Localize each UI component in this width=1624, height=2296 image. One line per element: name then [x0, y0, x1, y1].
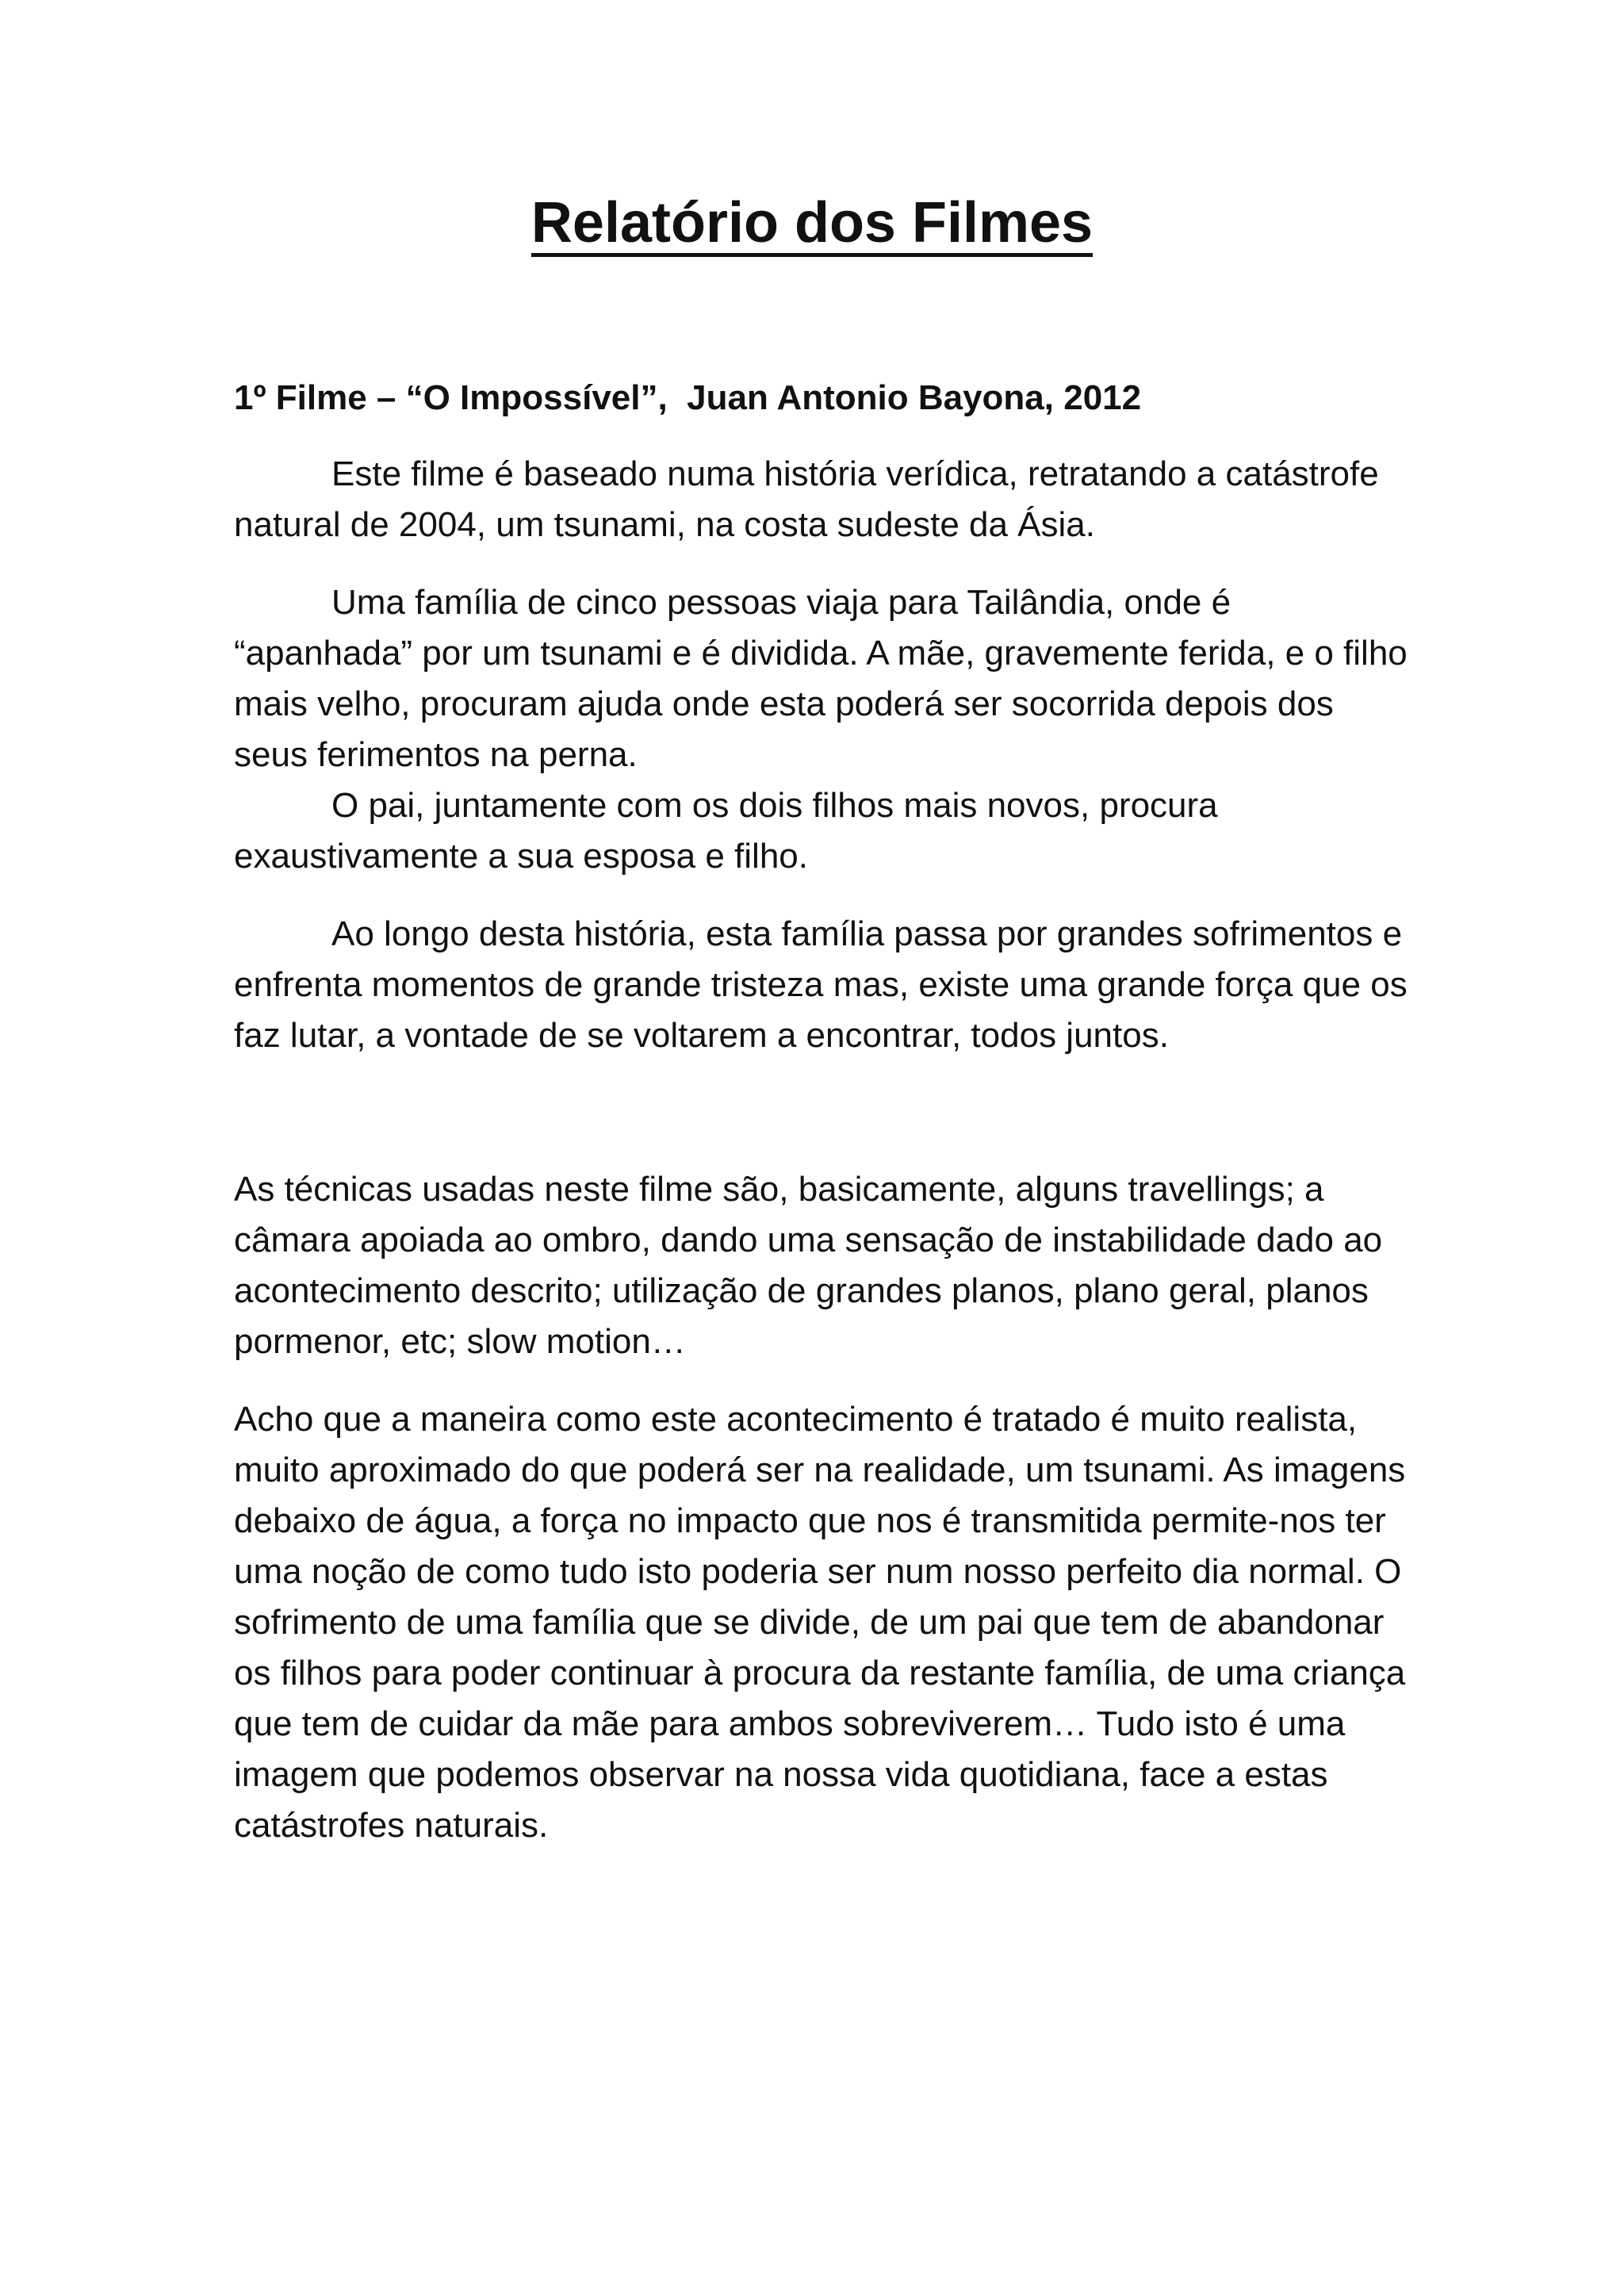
paragraph-techniques: As técnicas usadas neste filme são, basicamente, alguns travellings; a câmara apoiada ao ombro, dando uma sensação de instabilidade dado ao acontecimento descrito; utilização de grandes planos, plano geral, planos pormenor, etc; slow motion… [234, 1170, 1383, 1361]
document-title: Relatório dos Filmes [530, 191, 1094, 255]
film-heading: 1º Filme – “O Impossível”, Juan Antonio Bayona, 2012 [234, 378, 1142, 417]
paragraph-opinion: Acho que a maneira como este acontecimento é tratado é muito realista, muito aproximado do que poderá ser na realidade, um tsunami. As imagens debaixo de água, a força no impacto que nos é transmitida permite-nos ter uma noção de como tudo isto poderia ser num nosso perfeito dia normal. O sofrimento de uma família que se divide, de um pai que tem de abandonar os filhos para poder continuar à procura da restante família, de uma criança que tem de cuidar da mãe para ambos sobreviverem… Tudo isto é uma imagem que podemos observar na nossa vida quotidiana, face a estas catástrofes naturais. [234, 1400, 1406, 1845]
paragraph-intro: Este filme é baseado numa história verídica, retratando a catástrofe natural de 2004, um tsunami, na costa sudeste da Ásia. [234, 454, 1379, 544]
document-body [234, 373, 1408, 1851]
paragraph-suffering: Ao longo desta história, esta família passa por grandes sofrimentos e enfrenta momentos de grande tristeza mas, existe uma grande força que os faz lutar, a vontade de se voltarem a encontrar, todos juntos. [234, 914, 1408, 1055]
paragraph-father: O pai, juntamente com os dois filhos mais novos, procura exaustivamente a sua esposa e filho. [234, 786, 1218, 876]
paragraph-family: Uma família de cinco pessoas viaja para Tailândia, onde é “apanhada” por um tsunami e é dividida. A mãe, gravemente ferida, e o filho mais velho, procuram ajuda onde esta poderá ser socorrida depois dos seus ferimentos na perna. [234, 583, 1408, 774]
